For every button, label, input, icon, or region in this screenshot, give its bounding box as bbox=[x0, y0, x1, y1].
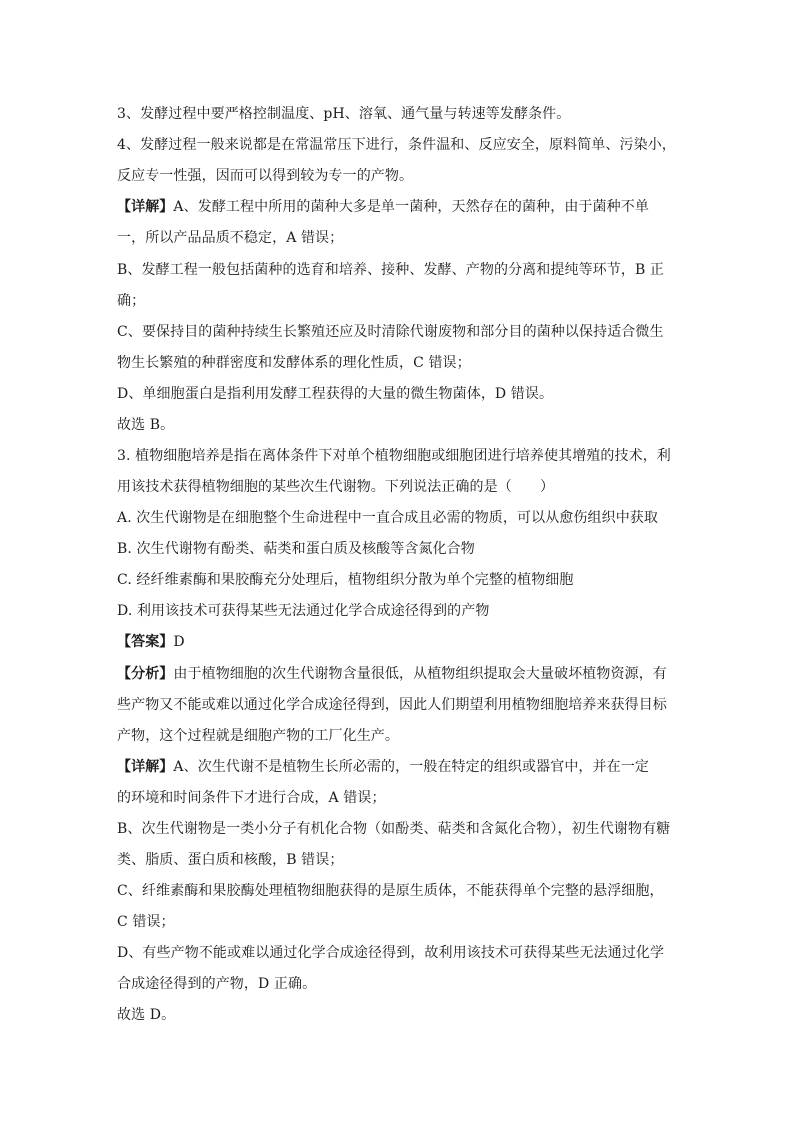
question-stem: 用该技术获得植物细胞的某些次生代谢物。下列说法正确的是（ ） bbox=[117, 479, 555, 495]
option-b: B. 次生代谢物有酚类、萜类和蛋白质及核酸等含氮化合物 bbox=[117, 541, 475, 557]
text-line: C 错误； bbox=[117, 914, 175, 930]
detail-tag: 【详解】 bbox=[117, 759, 174, 775]
analysis-tag: 【分析】 bbox=[117, 666, 174, 682]
option-a: A. 次生代谢物是在细胞整个生命进程中一直合成且必需的物质，可以从愈伤组织中获取 bbox=[117, 510, 659, 526]
text-line: 些产物又不能或难以通过化学合成途径得到，因此人们期望利用植物细胞培养来获得目标 bbox=[117, 697, 667, 713]
option-c: C. 经纤维素酶和果胶酶充分处理后，植物组织分散为单个完整的植物细胞 bbox=[117, 572, 574, 588]
text-line: 物生长繁殖的种群密度和发酵体系的理化性质，C 错误； bbox=[117, 355, 471, 371]
text-line: 确； bbox=[117, 293, 146, 309]
text-line: 合成途径得到的产物，D 正确。 bbox=[117, 976, 317, 992]
text-line: 4、发酵过程一般来说都是在常温常压下进行，条件温和、反应安全，原料简单、污染小， bbox=[117, 137, 676, 153]
answer-line bbox=[117, 632, 185, 652]
text-line: 反应专一性强，因而可以得到较为专一的产物。 bbox=[117, 168, 414, 184]
analysis-paragraph-start bbox=[117, 664, 667, 684]
detail-paragraph-start bbox=[117, 197, 649, 217]
text-line: 故选 D。 bbox=[117, 1007, 176, 1023]
text-line: C、纤维素酶和果胶酶处理植物细胞获得的是原生质体，不能获得单个完整的悬浮细胞， bbox=[117, 883, 664, 899]
text-line: C、要保持目的菌种持续生长繁殖还应及时清除代谢废物和部分目的菌种以保持适合微生 bbox=[117, 324, 664, 340]
detail-tag: 【详解】 bbox=[117, 199, 174, 215]
text-line: D、单细胞蛋白是指利用发酵工程获得的大量的微生物菌体，D 错误。 bbox=[117, 386, 554, 402]
text-line: B、次生代谢物是一类小分子有机化合物（如酚类、萜类和含氮化合物），初生代谢物有糖 bbox=[117, 821, 671, 837]
text-line: 产物，这个过程就是细胞产物的工厂化生产。 bbox=[117, 728, 399, 744]
answer-tag: 【答案】 bbox=[117, 634, 174, 650]
question-stem: 3. 植物细胞培养是指在离体条件下对单个植物细胞或细胞团进行培养使其增殖的技术，利 bbox=[117, 448, 671, 464]
answer-value: D bbox=[173, 634, 185, 650]
detail-paragraph-start bbox=[117, 757, 649, 777]
text-line: 的环境和时间条件下才进行合成，A 错误； bbox=[117, 790, 386, 806]
text-line: 3、发酵过程中要严格控制温度、pH、溶氧、通气量与转速等发酵条件。 bbox=[117, 106, 571, 122]
option-d: D. 利用该技术可获得某些无法通过化学合成途径得到的产物 bbox=[117, 603, 490, 619]
text-line: A、发酵工程中所用的菌种大多是单一菌种，天然存在的菌种，由于菌种不单 bbox=[173, 199, 649, 215]
text-line: A、次生代谢不是植物生长所必需的，一般在特定的组织或器官中，并在一定 bbox=[173, 759, 649, 775]
text-line: 由于植物细胞的次生代谢物含量很低，从植物组织提取会大量破坏植物资源，有 bbox=[173, 666, 667, 682]
text-line: B、发酵工程一般包括菌种的选育和培养、接种、发酵、产物的分离和提纯等环节，B 正 bbox=[117, 262, 665, 278]
text-line: 一，所以产品品质不稳定，A 错误； bbox=[117, 230, 344, 246]
text-line: 故选 B。 bbox=[117, 417, 175, 433]
text-line: 类、脂质、蛋白质和核酸，B 错误； bbox=[117, 852, 344, 868]
text-line: D、有些产物不能或难以通过化学合成途径得到，故利用该技术可获得某些无法通过化学 bbox=[117, 945, 665, 961]
